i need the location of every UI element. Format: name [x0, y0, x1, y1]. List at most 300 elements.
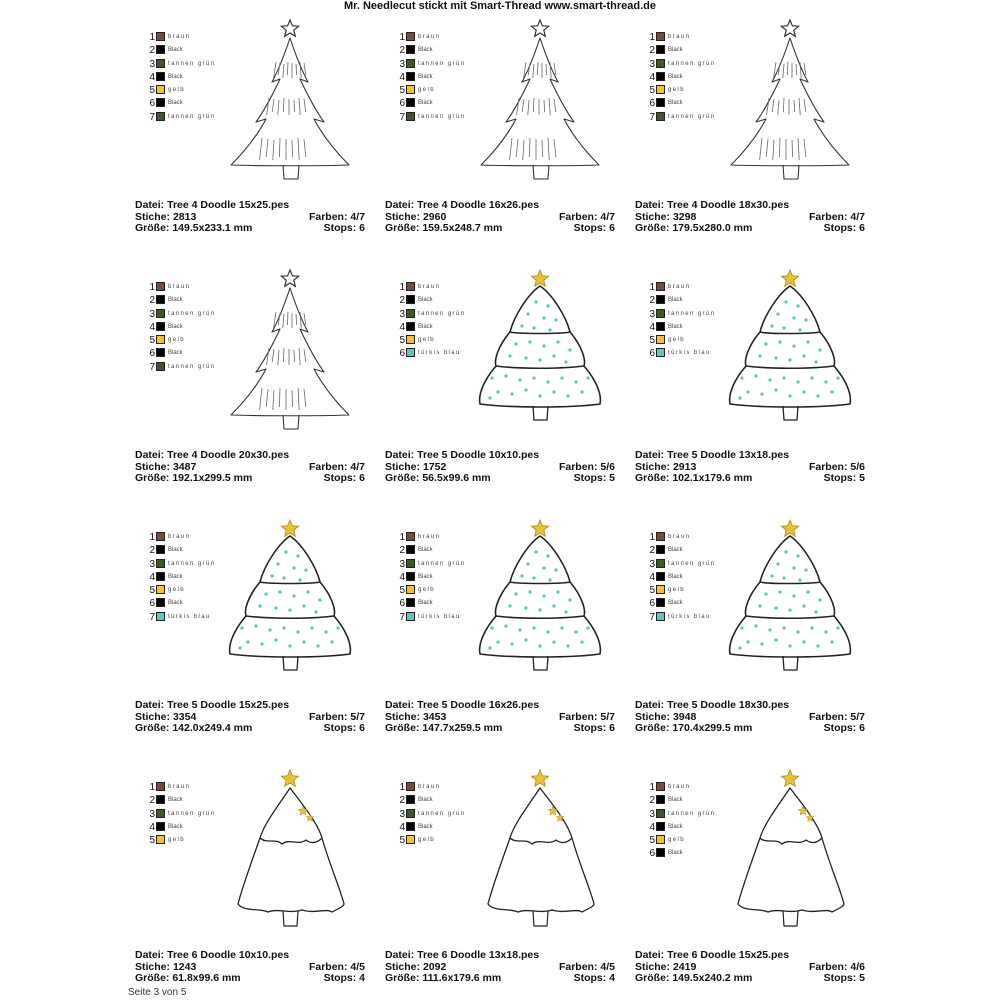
file-label: Datei:: [135, 699, 165, 711]
thread-color-swatch: [406, 532, 415, 541]
thread-color-swatch: [656, 295, 665, 304]
design-card: [635, 16, 875, 234]
design-size: 170.4x299.5 mm: [672, 722, 753, 734]
color-count: 4/7: [600, 210, 615, 223]
thread-color-name: tannen grün: [168, 113, 216, 120]
thread-color-number: 6: [399, 98, 405, 110]
color-count: 4/7: [350, 210, 365, 223]
stops-line: [824, 723, 865, 735]
design-size: 192.1x299.5 mm: [172, 472, 253, 484]
stops-label: Stops:: [573, 722, 607, 734]
thread-color-name: Black: [168, 823, 183, 830]
file-label: Datei:: [385, 449, 415, 461]
thread-color-swatch: [156, 572, 165, 581]
size-line: [385, 973, 501, 985]
thread-color-swatch: [656, 795, 665, 804]
colors-label: Farben:: [808, 710, 848, 723]
stops-label: Stops:: [323, 472, 357, 484]
tree-outline: [230, 536, 351, 657]
thread-color-swatch: [406, 835, 415, 844]
colors-label: Farben:: [558, 210, 598, 223]
stops-line: [324, 723, 365, 735]
stitch-count: 2419: [672, 960, 697, 973]
design-card: [385, 16, 625, 234]
thread-color-name: braun: [668, 784, 691, 790]
thread-color-number: 4: [149, 821, 155, 833]
size-line: [135, 973, 241, 985]
thread-color-name: tannen grün: [168, 810, 216, 817]
tree-design-preview: [220, 516, 360, 692]
size-line: [385, 473, 491, 485]
stops-line: [324, 223, 365, 235]
thread-color-name: gelb: [168, 837, 185, 844]
design-size: 56.5x99.6 mm: [422, 472, 491, 484]
color-count: 4/7: [850, 210, 865, 223]
size-line: [385, 723, 502, 735]
thread-color-number: 5: [649, 835, 655, 847]
colors-label: Farben:: [808, 460, 848, 473]
thread-color-swatch: [156, 72, 165, 81]
design-size: 179.5x280.0 mm: [672, 222, 753, 234]
thread-color-swatch: [406, 335, 415, 344]
stop-count: 6: [609, 722, 615, 734]
thread-color-swatch: [406, 322, 415, 331]
thread-color-name: tannen grün: [668, 60, 716, 67]
size-label: Größe:: [135, 472, 170, 484]
size-label: Größe:: [385, 472, 420, 484]
thread-color-number: 6: [149, 348, 155, 360]
color-count: 5/6: [600, 460, 615, 473]
ornament-dots: [738, 550, 839, 649]
design-card: [135, 16, 375, 234]
thread-color-name: gelb: [668, 337, 685, 344]
thread-color-swatch: [156, 795, 165, 804]
colors-label: Farben:: [308, 710, 348, 723]
thread-color-number: 3: [649, 308, 655, 320]
tree-outline: [730, 536, 851, 657]
stitches-label: Stiche:: [135, 460, 171, 473]
thread-color-swatch: [406, 45, 415, 54]
stop-count: 6: [859, 722, 865, 734]
design-card: [135, 766, 375, 984]
thread-color-name: Black: [668, 547, 683, 554]
thread-color-number: 6: [149, 598, 155, 610]
stop-count: 4: [609, 972, 615, 984]
thread-color-name: Black: [168, 547, 183, 554]
thread-color-number: 5: [399, 585, 405, 597]
stitch-count: 2960: [422, 210, 447, 223]
thread-color-swatch: [406, 572, 415, 581]
colors-label: Farben:: [808, 210, 848, 223]
size-line: [635, 473, 752, 485]
thread-color-number: 2: [649, 795, 655, 807]
thread-color-name: Black: [668, 73, 683, 80]
file-label: Datei:: [385, 949, 415, 961]
star-outline: [781, 20, 798, 36]
star-outline: [281, 20, 298, 36]
trunk: [783, 656, 798, 670]
color-count: 4/5: [600, 960, 615, 973]
thread-color-name: gelb: [418, 837, 435, 844]
needle-strokes: [260, 62, 306, 160]
trunk: [533, 656, 548, 670]
tree-design-preview: [220, 766, 360, 942]
stops-label: Stops:: [823, 472, 857, 484]
stop-count: 5: [859, 972, 865, 984]
thread-color-number: 1: [649, 282, 655, 293]
tree-outline: [238, 788, 344, 912]
stops-label: Stops:: [823, 222, 857, 234]
thread-color-name: Black: [418, 100, 433, 107]
stops-line: [574, 223, 615, 235]
thread-color-name: gelb: [168, 87, 185, 94]
trunk: [783, 406, 798, 420]
thread-color-name: Black: [168, 297, 183, 304]
tree-design-preview: [720, 16, 860, 192]
stitches-label: Stiche:: [385, 710, 421, 723]
thread-color-name: Black: [168, 73, 183, 80]
thread-color-number: 5: [149, 585, 155, 597]
thread-color-number: 1: [649, 532, 655, 543]
size-label: Größe:: [635, 472, 670, 484]
needle-strokes: [510, 62, 556, 160]
thread-color-name: türkis blau: [668, 613, 711, 620]
thread-color-swatch: [656, 545, 665, 554]
thread-color-name: tannen grün: [668, 113, 716, 120]
color-count: 4/6: [850, 960, 865, 973]
file-label: Datei:: [385, 699, 415, 711]
colors-label: Farben:: [808, 960, 848, 973]
thread-color-swatch: [656, 612, 665, 621]
thread-color-swatch: [156, 335, 165, 344]
star-outline: [531, 20, 548, 36]
stops-label: Stops:: [323, 972, 357, 984]
thread-color-number: 5: [399, 85, 405, 97]
thread-color-swatch: [656, 59, 665, 68]
tree-outline: [738, 788, 844, 912]
size-label: Größe:: [135, 222, 170, 234]
thread-color-number: 7: [649, 111, 655, 123]
file-name: Tree 4 Doodle 16x26.pes: [417, 199, 540, 211]
stop-count: 5: [609, 472, 615, 484]
thread-color-swatch: [656, 45, 665, 54]
design-card: [635, 516, 875, 734]
file-name: Tree 4 Doodle 18x30.pes: [667, 199, 790, 211]
file-name: Tree 6 Doodle 15x25.pes: [667, 949, 790, 961]
ornament-dots: [488, 550, 589, 649]
thread-color-swatch: [406, 85, 415, 94]
thread-color-swatch: [656, 322, 665, 331]
colors-label: Farben:: [308, 460, 348, 473]
thread-color-name: Black: [418, 823, 433, 830]
size-label: Größe:: [385, 972, 420, 984]
design-card: [135, 516, 375, 734]
design-card: [385, 766, 625, 984]
file-label: Datei:: [135, 199, 165, 211]
thread-color-name: gelb: [668, 587, 685, 594]
file-label: Datei:: [635, 699, 665, 711]
thread-color-swatch: [406, 795, 415, 804]
file-name: Tree 5 Doodle 16x26.pes: [417, 699, 540, 711]
trunk: [283, 911, 298, 926]
thread-color-number: 4: [399, 71, 405, 83]
thread-color-name: gelb: [168, 337, 185, 344]
size-line: [135, 223, 252, 235]
tree-outline: [730, 286, 851, 407]
thread-color-swatch: [406, 585, 415, 594]
thread-color-swatch: [656, 348, 665, 357]
tree-design-preview: [470, 16, 610, 192]
thread-color-swatch: [156, 809, 165, 818]
thread-color-number: 6: [399, 348, 405, 360]
star-filled: [281, 770, 298, 786]
thread-color-number: 3: [149, 808, 155, 820]
thread-color-number: 6: [649, 598, 655, 610]
thread-color-name: gelb: [418, 87, 435, 94]
color-count: 5/6: [850, 460, 865, 473]
thread-color-name: tannen grün: [418, 310, 466, 317]
thread-color-name: Black: [418, 47, 433, 54]
ornament-dots: [488, 300, 589, 399]
file-label: Datei:: [385, 199, 415, 211]
stitches-label: Stiche:: [135, 710, 171, 723]
thread-color-number: 1: [649, 32, 655, 43]
stops-label: Stops:: [323, 222, 357, 234]
thread-color-swatch: [156, 598, 165, 607]
stitches-label: Stiche:: [135, 960, 171, 973]
thread-color-number: 5: [649, 85, 655, 97]
thread-color-name: braun: [168, 534, 191, 540]
thread-color-swatch: [156, 322, 165, 331]
thread-color-name: tannen grün: [668, 310, 716, 317]
thread-color-name: türkis blau: [418, 350, 461, 357]
trunk: [283, 415, 299, 429]
thread-color-swatch: [156, 98, 165, 107]
thread-color-swatch: [656, 335, 665, 344]
thread-color-number: 2: [399, 545, 405, 557]
thread-color-name: Black: [668, 297, 683, 304]
thread-color-number: 2: [649, 295, 655, 307]
thread-color-name: tannen grün: [168, 363, 216, 370]
stitch-count: 3487: [172, 460, 197, 473]
thread-color-name: Black: [418, 297, 433, 304]
thread-color-swatch: [156, 545, 165, 554]
file-name: Tree 5 Doodle 13x18.pes: [667, 449, 790, 461]
thread-color-number: 5: [649, 585, 655, 597]
tree-design-preview: [220, 266, 360, 442]
size-label: Größe:: [135, 722, 170, 734]
design-size: 142.0x249.4 mm: [172, 722, 253, 734]
thread-color-name: braun: [418, 534, 441, 540]
stitch-count: 2813: [172, 210, 197, 223]
thread-color-number: 3: [649, 558, 655, 570]
stitch-count: 2913: [672, 460, 697, 473]
star-filled: [781, 520, 798, 536]
thread-color-number: 6: [649, 98, 655, 110]
design-size: 61.8x99.6 mm: [172, 972, 241, 984]
star-filled: [781, 770, 798, 786]
thread-color-number: 7: [649, 611, 655, 623]
thread-color-name: tannen grün: [418, 560, 466, 567]
thread-color-number: 1: [399, 532, 405, 543]
thread-color-number: 4: [649, 321, 655, 333]
thread-color-name: Black: [168, 797, 183, 804]
stop-count: 6: [609, 222, 615, 234]
stops-label: Stops:: [573, 472, 607, 484]
thread-color-name: Black: [668, 100, 683, 107]
thread-color-number: 6: [399, 598, 405, 610]
size-line: [135, 473, 252, 485]
stops-line: [824, 973, 865, 985]
thread-color-swatch: [656, 598, 665, 607]
color-count: 5/7: [850, 710, 865, 723]
thread-color-swatch: [156, 85, 165, 94]
thread-color-name: Black: [668, 323, 683, 330]
tree-outline: [488, 788, 594, 912]
thread-color-name: Black: [668, 47, 683, 54]
size-line: [635, 723, 752, 735]
thread-color-swatch: [156, 612, 165, 621]
thread-color-number: 2: [649, 545, 655, 557]
thread-color-name: Black: [668, 823, 683, 830]
tree-outline: [231, 288, 349, 416]
thread-color-number: 1: [649, 782, 655, 793]
stops-label: Stops:: [323, 722, 357, 734]
stitch-count: 3298: [672, 210, 697, 223]
thread-color-number: 7: [149, 361, 155, 373]
thread-color-swatch: [406, 282, 415, 291]
stop-count: 6: [359, 222, 365, 234]
thread-color-number: 2: [649, 45, 655, 57]
stitches-label: Stiche:: [635, 960, 671, 973]
stops-line: [574, 973, 615, 985]
trunk: [533, 911, 548, 926]
stitch-count: 1243: [172, 960, 197, 973]
thread-color-swatch: [656, 585, 665, 594]
thread-color-name: türkis blau: [418, 613, 461, 620]
thread-color-number: 1: [149, 532, 155, 543]
thread-color-name: tannen grün: [418, 60, 466, 67]
thread-color-number: 7: [149, 111, 155, 123]
thread-color-name: gelb: [418, 337, 435, 344]
thread-color-name: tannen grün: [668, 810, 716, 817]
size-label: Größe:: [635, 722, 670, 734]
color-count: 4/5: [350, 960, 365, 973]
thread-color-number: 2: [399, 795, 405, 807]
thread-color-number: 1: [399, 282, 405, 293]
thread-color-swatch: [156, 822, 165, 831]
thread-color-number: 3: [649, 58, 655, 70]
stops-line: [824, 223, 865, 235]
stop-count: 5: [859, 472, 865, 484]
thread-color-swatch: [406, 545, 415, 554]
ornament-dots: [738, 300, 839, 399]
thread-color-number: 2: [399, 295, 405, 307]
thread-color-swatch: [156, 282, 165, 291]
stop-count: 6: [859, 222, 865, 234]
color-count: 5/7: [600, 710, 615, 723]
thread-color-name: Black: [418, 797, 433, 804]
tree-design-preview: [470, 266, 610, 442]
thread-color-swatch: [406, 612, 415, 621]
thread-color-swatch: [656, 32, 665, 41]
trunk: [533, 165, 549, 179]
thread-color-number: 4: [399, 571, 405, 583]
stitch-count: 3948: [672, 710, 697, 723]
stops-label: Stops:: [573, 222, 607, 234]
thread-color-name: türkis blau: [168, 613, 211, 620]
thread-color-swatch: [156, 362, 165, 371]
size-label: Größe:: [635, 222, 670, 234]
star-outline: [281, 270, 298, 286]
thread-color-number: 7: [399, 111, 405, 123]
thread-color-name: Black: [668, 573, 683, 580]
small-star: [298, 806, 308, 815]
thread-color-swatch: [156, 348, 165, 357]
thread-color-name: tannen grün: [168, 310, 216, 317]
thread-color-swatch: [656, 572, 665, 581]
thread-color-swatch: [656, 809, 665, 818]
thread-color-name: türkis blau: [668, 350, 711, 357]
file-name: Tree 4 Doodle 20x30.pes: [167, 449, 290, 461]
thread-color-number: 6: [649, 848, 655, 860]
thread-color-name: Black: [168, 323, 183, 330]
stops-line: [324, 473, 365, 485]
design-size: 102.1x179.6 mm: [672, 472, 753, 484]
stitch-count: 3453: [422, 710, 447, 723]
stitches-label: Stiche:: [385, 210, 421, 223]
thread-color-swatch: [656, 848, 665, 857]
thread-color-swatch: [156, 309, 165, 318]
trunk: [783, 165, 799, 179]
stops-label: Stops:: [823, 722, 857, 734]
file-label: Datei:: [635, 449, 665, 461]
thread-color-swatch: [656, 72, 665, 81]
thread-color-number: 4: [649, 71, 655, 83]
file-name: Tree 5 Doodle 18x30.pes: [667, 699, 790, 711]
stitches-label: Stiche:: [385, 960, 421, 973]
thread-color-swatch: [656, 822, 665, 831]
tree-outline: [480, 536, 601, 657]
stops-line: [824, 473, 865, 485]
thread-color-swatch: [406, 782, 415, 791]
thread-color-name: Black: [418, 547, 433, 554]
thread-color-number: 3: [149, 58, 155, 70]
size-line: [635, 223, 752, 235]
design-size: 149.5x233.1 mm: [172, 222, 253, 234]
thread-color-swatch: [656, 282, 665, 291]
design-card: [385, 516, 625, 734]
small-star: [798, 806, 808, 815]
thread-color-swatch: [406, 59, 415, 68]
thread-color-name: braun: [668, 34, 691, 40]
stitch-count: 2092: [422, 960, 447, 973]
thread-color-swatch: [656, 98, 665, 107]
trunk: [283, 656, 298, 670]
thread-color-name: gelb: [168, 587, 185, 594]
size-label: Größe:: [135, 972, 170, 984]
thread-color-name: Black: [168, 600, 183, 607]
stops-label: Stops:: [573, 972, 607, 984]
colors-label: Farben:: [308, 210, 348, 223]
thread-color-swatch: [156, 835, 165, 844]
tree-outline: [731, 38, 849, 166]
thread-color-swatch: [656, 559, 665, 568]
thread-color-name: braun: [168, 34, 191, 40]
thread-color-number: 3: [399, 58, 405, 70]
stop-count: 4: [359, 972, 365, 984]
thread-color-number: 5: [399, 335, 405, 347]
